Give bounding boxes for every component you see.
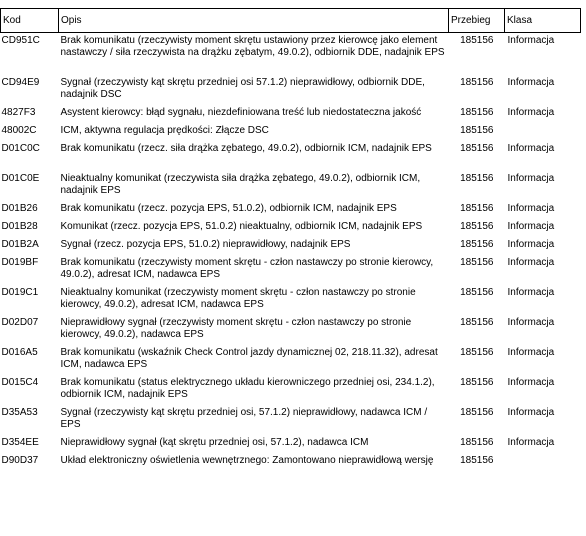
table-row xyxy=(1,201,581,219)
cell-code: CD951C xyxy=(1,35,40,46)
header-description: Opis xyxy=(59,9,449,33)
table-row xyxy=(1,405,581,435)
cell-code: D01B28 xyxy=(1,221,38,232)
cell-class xyxy=(505,453,581,483)
cell-class: Informacja xyxy=(507,347,555,358)
cell-class: Informacja xyxy=(507,407,555,418)
cell-mileage: 185156 xyxy=(460,221,494,232)
header-row xyxy=(1,9,581,33)
cell-class: Informacja xyxy=(507,437,555,448)
cell-code: D01B26 xyxy=(1,203,38,214)
cell-description: Brak komunikatu (wskaźnik Check Control jazdy dynamicznej 02, 218.11.32), adresat ICM, nadawca EPS xyxy=(60,347,438,370)
cell-mileage: 185156 xyxy=(460,287,494,298)
table-row xyxy=(1,141,581,171)
cell-code: D35A53 xyxy=(1,407,38,418)
table-row xyxy=(1,435,581,453)
cell-mileage: 185156 xyxy=(460,347,494,358)
cell-class: Informacja xyxy=(507,143,555,154)
cell-class: Informacja xyxy=(507,173,555,184)
table-row xyxy=(1,237,581,255)
table-row xyxy=(1,33,581,76)
table-row xyxy=(1,345,581,375)
cell-class: Informacja xyxy=(507,239,555,250)
cell-class xyxy=(505,123,581,141)
cell-mileage: 185156 xyxy=(460,35,494,46)
cell-code: D02D07 xyxy=(1,317,39,328)
table-row xyxy=(1,255,581,285)
header-class: Klasa xyxy=(505,9,581,33)
cell-code: 4827F3 xyxy=(1,107,36,118)
cell-mileage: 185156 xyxy=(460,77,494,88)
table-row xyxy=(1,219,581,237)
cell-description: Sygnał (rzeczywisty kąt skrętu przedniej osi 57.1.2) nieprawidłowy, odbiornik DDE, nadajnik DSC xyxy=(60,77,425,100)
table-body xyxy=(1,33,581,484)
cell-description: Asystent kierowcy: błąd sygnału, niezdefiniowana treść lub niedostateczna jakość xyxy=(60,107,422,118)
cell-code: CD94E9 xyxy=(1,77,40,88)
cell-description: Sygnał (rzecz. pozycja EPS, 51.0.2) nieprawidłowy, nadajnik EPS xyxy=(60,239,351,250)
cell-class: Informacja xyxy=(507,317,555,328)
cell-code: D019C1 xyxy=(1,287,39,298)
cell-description: Sygnał (rzeczywisty kąt skrętu przedniej osi, 57.1.2) nieprawidłowy, nadawca ICM / EPS xyxy=(60,407,428,430)
cell-code: D354EE xyxy=(1,437,39,448)
cell-code: D01C0C xyxy=(1,143,40,154)
cell-mileage: 185156 xyxy=(460,143,494,154)
cell-description: Nieprawidłowy sygnał (kąt skrętu przedniej osi, 57.1.2), nadawca ICM xyxy=(60,437,369,448)
cell-description: Nieaktualny komunikat (rzeczywista siła drążka zębatego, 49.0.2), odbiornik ICM, nadajnik EPS xyxy=(60,173,421,196)
cell-mileage: 185156 xyxy=(460,377,494,388)
cell-class: Informacja xyxy=(507,107,555,118)
cell-code: 48002C xyxy=(1,125,37,136)
cell-code: D01B2A xyxy=(1,239,39,250)
cell-mileage: 185156 xyxy=(460,317,494,328)
cell-class: Informacja xyxy=(507,35,555,46)
cell-class: Informacja xyxy=(507,203,555,214)
cell-mileage: 185156 xyxy=(460,173,494,184)
table-row xyxy=(1,315,581,345)
header-mileage: Przebieg xyxy=(449,9,505,33)
cell-class: Informacja xyxy=(507,257,555,268)
cell-mileage: 185156 xyxy=(460,437,494,448)
table-row xyxy=(1,105,581,123)
table-header xyxy=(1,9,581,33)
fault-code-table xyxy=(0,8,581,483)
cell-code: D019BF xyxy=(1,257,39,268)
cell-mileage: 185156 xyxy=(460,455,494,466)
cell-mileage: 185156 xyxy=(460,257,494,268)
cell-description: Brak komunikatu (rzeczywisty moment skrętu - człon nastawczy po stronie kierowcy, 49.0.2), adresat ICM, nadawca EPS xyxy=(60,257,434,280)
table-row xyxy=(1,453,581,483)
cell-description: Brak komunikatu (rzecz. siła drążka zębatego, 49.0.2), odbiornik ICM, nadajnik EPS xyxy=(60,143,432,154)
cell-mileage: 185156 xyxy=(460,107,494,118)
cell-mileage: 185156 xyxy=(460,125,494,136)
cell-mileage: 185156 xyxy=(460,407,494,418)
cell-code: D015C4 xyxy=(1,377,39,388)
cell-class: Informacja xyxy=(507,77,555,88)
cell-class: Informacja xyxy=(507,221,555,232)
cell-description: Brak komunikatu (rzeczywisty moment skrętu ustawiony przez kierowcę jako element nastawczy / siła rzeczywista na drążku zębatym, 49.0.2), odbiornik DDE, nadajnik EPS xyxy=(60,35,445,58)
table-row xyxy=(1,123,581,141)
cell-code: D016A5 xyxy=(1,347,38,358)
cell-description: Brak komunikatu (rzecz. pozycja EPS, 51.0.2), odbiornik ICM, nadajnik EPS xyxy=(60,203,397,214)
table-row xyxy=(1,171,581,201)
cell-class: Informacja xyxy=(507,377,555,388)
cell-description: Nieaktualny komunikat (rzeczywisty moment skrętu - człon nastawczy po stronie kierowcy, 49.0.2), adresat ICM, nadawca EPS xyxy=(60,287,416,310)
cell-description: Nieprawidłowy sygnał (rzeczywisty moment skrętu - człon nastawczy po stronie kierowcy, 49.0.2), nadawca EPS xyxy=(60,317,412,340)
cell-mileage: 185156 xyxy=(460,239,494,250)
table-row xyxy=(1,285,581,315)
table-row xyxy=(1,375,581,405)
cell-description: Brak komunikatu (status elektrycznego układu kierowniczego przedniej osi, 234.1.2), odbiornik ICM, nadajnik EPS xyxy=(60,377,435,400)
cell-description: Komunikat (rzecz. pozycja EPS, 51.0.2) nieaktualny, odbiornik ICM, nadajnik EPS xyxy=(60,221,423,232)
cell-description: ICM, aktywna regulacja prędkości: Złącze DSC xyxy=(60,125,269,136)
cell-mileage: 185156 xyxy=(460,203,494,214)
cell-class: Informacja xyxy=(507,287,555,298)
table-row xyxy=(1,75,581,105)
cell-code: D01C0E xyxy=(1,173,40,184)
header-code: Kod xyxy=(1,9,59,33)
cell-description: Układ elektroniczny oświetlenia wewnętrznego: Zamontowano nieprawidłową wersję xyxy=(60,455,434,466)
cell-code: D90D37 xyxy=(1,455,39,466)
